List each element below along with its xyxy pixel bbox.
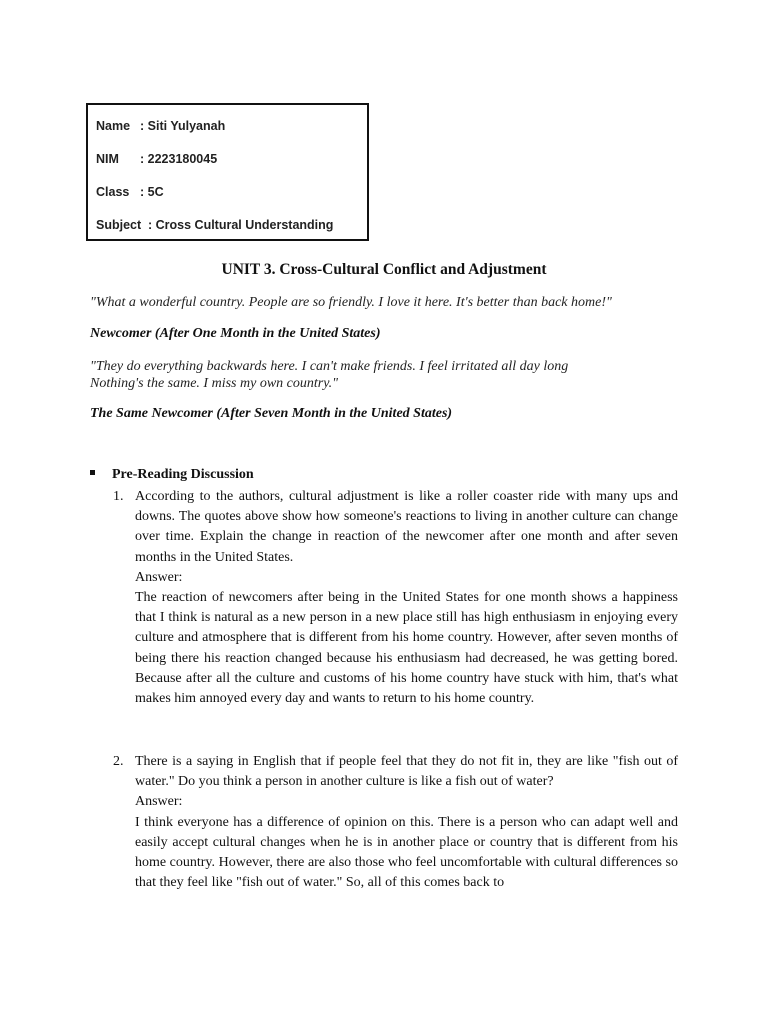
name-row [96, 119, 225, 133]
unit-title: UNIT 3. Cross-Cultural Conflict and Adjustment [221, 261, 547, 278]
subject-label: Subject [96, 218, 142, 232]
answer-label: Answer: [135, 569, 183, 585]
student-info-box [86, 103, 369, 241]
class-label: Class [96, 185, 130, 199]
question-number: 2. [113, 754, 124, 769]
section-heading [90, 467, 254, 483]
subject-value: : Cross Cultural Understanding [148, 218, 334, 232]
square-bullet-icon [90, 470, 95, 475]
quote-two: "They do everything backwards here. I can't make friends. I feel irritated all day long Nothing's the same. I miss my own country." [90, 359, 569, 391]
quote-two-attribution: The Same Newcomer (After Seven Month in the United States) [90, 406, 453, 421]
name-value: : Siti Yulyanah [140, 119, 226, 133]
subject-row [96, 218, 333, 232]
quote-one-attribution: Newcomer (After One Month in the United States) [90, 326, 381, 341]
quote-one: "What a wonderful country. People are so friendly. I love it here. It's better than back home!" [90, 295, 612, 310]
question-item [113, 752, 678, 893]
answer-text: The reaction of newcomers after being in the United States for one month shows a happiness that I think is natural as a new person in a new place still has high enthusiasm in enjoying every culture and atmosphere that is different from his home country. However, after seven months of being there his reaction changed because his enthusiasm had decreased, he was getting bored. Because after all the culture and customs of his home country have stuck with him, that's what makes him annoyed every day and wants to return to his home country. [135, 590, 678, 707]
name-label: Name [96, 119, 131, 133]
answer-label: Answer: [135, 794, 183, 810]
class-row [96, 185, 164, 199]
nim-label: NIM [96, 152, 119, 166]
question-text: There is a saying in English that if people feel that they do not fit in, they are like "fish out of water." Do you think a person in another culture is like a fish out of water? [135, 754, 678, 790]
section-heading-text: Pre-Reading Discussion [112, 467, 254, 482]
question-number: 1. [113, 489, 124, 504]
nim-row [96, 152, 217, 166]
question-item [113, 487, 678, 709]
question-text: According to the authors, cultural adjustment is like a roller coaster ride with many ups and downs. The quotes above show how someone's reactions to living in another culture can change over time. Explain the change in reaction of the newcomer after one month and after seven months in the United States. [135, 489, 678, 565]
nim-value: : 2223180045 [140, 152, 218, 166]
class-value: : 5C [140, 185, 164, 199]
answer-text: I think everyone has a difference of opinion on this. There is a person who can adapt well and easily accept cultural changes when he is in another place or country that is different from his home country. However, there are also those who feel uncomfortable with cultural differences so that they feel like "fish out of water." So, all of this comes back to [135, 814, 678, 891]
